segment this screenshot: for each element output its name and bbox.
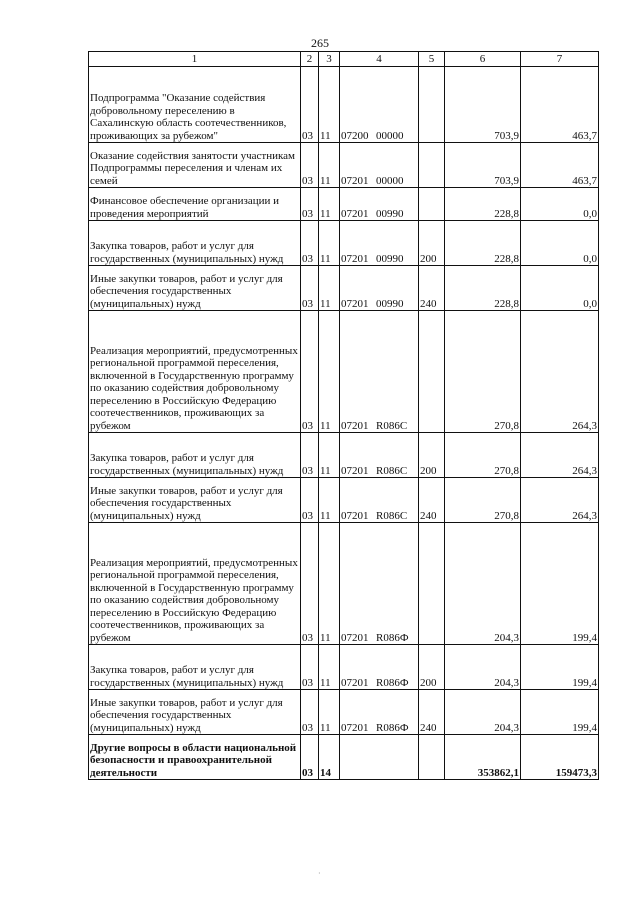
row-target-item-cell	[340, 645, 419, 690]
row-expense-type-cell: 240	[419, 266, 445, 311]
target-item-program-code: 07201	[341, 297, 369, 310]
row-amount-2-cell: 199,4	[521, 523, 599, 645]
row-amount-1-cell: 228,8	[445, 266, 521, 311]
row-amount-1-cell: 270,8	[445, 478, 521, 523]
budget-table	[88, 51, 599, 780]
row-section-cell: 03	[301, 143, 319, 188]
header-col-amount-2: 7	[521, 52, 599, 67]
header-col-section: 2	[301, 52, 319, 67]
table-row	[89, 645, 599, 690]
row-amount-1-cell: 204,3	[445, 690, 521, 735]
row-section-cell: 03	[301, 433, 319, 478]
target-item-program-code: 07201	[341, 207, 369, 220]
row-section-cell: 03	[301, 735, 319, 780]
header-col-amount-1: 6	[445, 52, 521, 67]
row-subsection-cell: 14	[319, 735, 340, 780]
row-amount-1-cell: 353862,1	[445, 735, 521, 780]
row-amount-1-cell: 204,3	[445, 645, 521, 690]
row-name-cell: Иные закупки товаров, работ и услуг для обеспечения государственных (муниципальных) нужд	[89, 266, 301, 311]
table-row	[89, 221, 599, 266]
target-item-direction-code: 00000	[376, 129, 404, 142]
target-item-direction-code: R086C	[376, 464, 408, 477]
target-item-direction-code: R086C	[376, 509, 408, 522]
target-item-program-code: 07201	[341, 419, 369, 432]
row-section-cell: 03	[301, 266, 319, 311]
row-amount-2-cell: 264,3	[521, 311, 599, 433]
row-subsection-cell: 11	[319, 143, 340, 188]
row-name-cell: Закупка товаров, работ и услуг для государственных (муниципальных) нужд	[89, 221, 301, 266]
page-number: 265	[311, 36, 329, 50]
row-target-item-cell	[340, 266, 419, 311]
row-expense-type-cell: 200	[419, 221, 445, 266]
row-amount-2-cell: 0,0	[521, 221, 599, 266]
row-amount-2-cell: 264,3	[521, 478, 599, 523]
row-amount-2-cell: 0,0	[521, 266, 599, 311]
row-subsection-cell: 11	[319, 311, 340, 433]
row-name-cell: Подпрограмма "Оказание содействия добровольному переселению в Сахалинскую область соотечественников, проживающих за рубежом"	[89, 67, 301, 143]
row-expense-type-cell	[419, 311, 445, 433]
row-expense-type-cell	[419, 143, 445, 188]
table-row	[89, 478, 599, 523]
row-expense-type-cell: 240	[419, 690, 445, 735]
row-amount-1-cell: 270,8	[445, 311, 521, 433]
row-target-item-cell	[340, 67, 419, 143]
row-subsection-cell: 11	[319, 266, 340, 311]
row-target-item-cell	[340, 735, 419, 780]
table-row	[89, 735, 599, 780]
row-name-cell: Иные закупки товаров, работ и услуг для обеспечения государственных (муниципальных) нужд	[89, 690, 301, 735]
target-item-direction-code: R086Ф	[376, 631, 409, 644]
target-item-direction-code: 00990	[376, 252, 404, 265]
row-amount-2-cell: 463,7	[521, 143, 599, 188]
row-expense-type-cell	[419, 188, 445, 221]
target-item-direction-code: R086C	[376, 419, 408, 432]
header-col-target-item: 4	[340, 52, 419, 67]
table-row	[89, 523, 599, 645]
table-row	[89, 143, 599, 188]
row-subsection-cell: 11	[319, 188, 340, 221]
row-section-cell: 03	[301, 645, 319, 690]
row-amount-1-cell: 703,9	[445, 67, 521, 143]
row-target-item-cell	[340, 690, 419, 735]
table-header-row	[89, 52, 599, 67]
target-item-program-code: 07201	[341, 464, 369, 477]
row-subsection-cell: 11	[319, 67, 340, 143]
row-name-cell: Другие вопросы в области национальной безопасности и правоохранительной деятельности	[89, 735, 301, 780]
row-target-item-cell	[340, 523, 419, 645]
row-amount-2-cell: 0,0	[521, 188, 599, 221]
row-amount-2-cell: 159473,3	[521, 735, 599, 780]
row-amount-1-cell: 703,9	[445, 143, 521, 188]
row-name-cell: Иные закупки товаров, работ и услуг для обеспечения государственных (муниципальных) нужд	[89, 478, 301, 523]
row-name-cell: Оказание содействия занятости участникам Подпрограммы переселения и членам их семей	[89, 143, 301, 188]
header-col-subsection: 3	[319, 52, 340, 67]
row-name-cell: Реализация мероприятий, предусмотренных региональной программой переселения, включенной в Государственную программу по оказанию содействия добровольному переселению в Российскую Федерацию соотечественников, проживающих за рубежом	[89, 523, 301, 645]
row-section-cell: 03	[301, 67, 319, 143]
row-section-cell: 03	[301, 523, 319, 645]
row-expense-type-cell: 200	[419, 433, 445, 478]
target-item-direction-code: 00000	[376, 174, 404, 187]
row-target-item-cell	[340, 143, 419, 188]
row-subsection-cell: 11	[319, 690, 340, 735]
row-amount-2-cell: 199,4	[521, 645, 599, 690]
target-item-program-code: 07201	[341, 509, 369, 522]
table-row	[89, 67, 599, 143]
target-item-direction-code: R086Ф	[376, 676, 409, 689]
row-expense-type-cell: 240	[419, 478, 445, 523]
row-section-cell: 03	[301, 311, 319, 433]
row-name-cell: Закупка товаров, работ и услуг для государственных (муниципальных) нужд	[89, 645, 301, 690]
row-subsection-cell: 11	[319, 478, 340, 523]
row-section-cell: 03	[301, 690, 319, 735]
table-body	[89, 67, 599, 780]
row-subsection-cell: 11	[319, 523, 340, 645]
row-amount-2-cell: 199,4	[521, 690, 599, 735]
row-section-cell: 03	[301, 478, 319, 523]
table-row	[89, 311, 599, 433]
header-col-name: 1	[89, 52, 301, 67]
row-target-item-cell	[340, 221, 419, 266]
target-item-program-code: 07201	[341, 252, 369, 265]
table-row	[89, 188, 599, 221]
row-target-item-cell	[340, 478, 419, 523]
row-amount-1-cell: 228,8	[445, 221, 521, 266]
row-name-cell: Реализация мероприятий, предусмотренных региональной программой переселения, включенной в Государственную программу по оказанию содействия добровольному переселению в Российскую Федерацию соотечественников, проживающих за рубежом	[89, 311, 301, 433]
scan-mark: ·	[318, 869, 321, 878]
row-subsection-cell: 11	[319, 433, 340, 478]
row-section-cell: 03	[301, 188, 319, 221]
row-expense-type-cell: 200	[419, 645, 445, 690]
row-target-item-cell	[340, 311, 419, 433]
row-expense-type-cell	[419, 735, 445, 780]
row-subsection-cell: 11	[319, 645, 340, 690]
row-section-cell: 03	[301, 221, 319, 266]
row-amount-1-cell: 228,8	[445, 188, 521, 221]
target-item-program-code: 07201	[341, 721, 369, 734]
table-row	[89, 433, 599, 478]
row-target-item-cell	[340, 433, 419, 478]
row-name-cell: Финансовое обеспечение организации и проведения мероприятий	[89, 188, 301, 221]
target-item-program-code: 07201	[341, 174, 369, 187]
target-item-direction-code: 00990	[376, 297, 404, 310]
row-name-cell: Закупка товаров, работ и услуг для государственных (муниципальных) нужд	[89, 433, 301, 478]
target-item-program-code: 07201	[341, 631, 369, 644]
table-row	[89, 690, 599, 735]
table-row	[89, 266, 599, 311]
row-target-item-cell	[340, 188, 419, 221]
row-amount-1-cell: 204,3	[445, 523, 521, 645]
target-item-program-code: 07201	[341, 676, 369, 689]
row-subsection-cell: 11	[319, 221, 340, 266]
header-col-expense-type: 5	[419, 52, 445, 67]
row-expense-type-cell	[419, 523, 445, 645]
row-amount-2-cell: 264,3	[521, 433, 599, 478]
target-item-direction-code: 00990	[376, 207, 404, 220]
target-item-program-code: 07200	[341, 129, 369, 142]
row-amount-1-cell: 270,8	[445, 433, 521, 478]
row-expense-type-cell	[419, 67, 445, 143]
target-item-direction-code: R086Ф	[376, 721, 409, 734]
row-amount-2-cell: 463,7	[521, 67, 599, 143]
